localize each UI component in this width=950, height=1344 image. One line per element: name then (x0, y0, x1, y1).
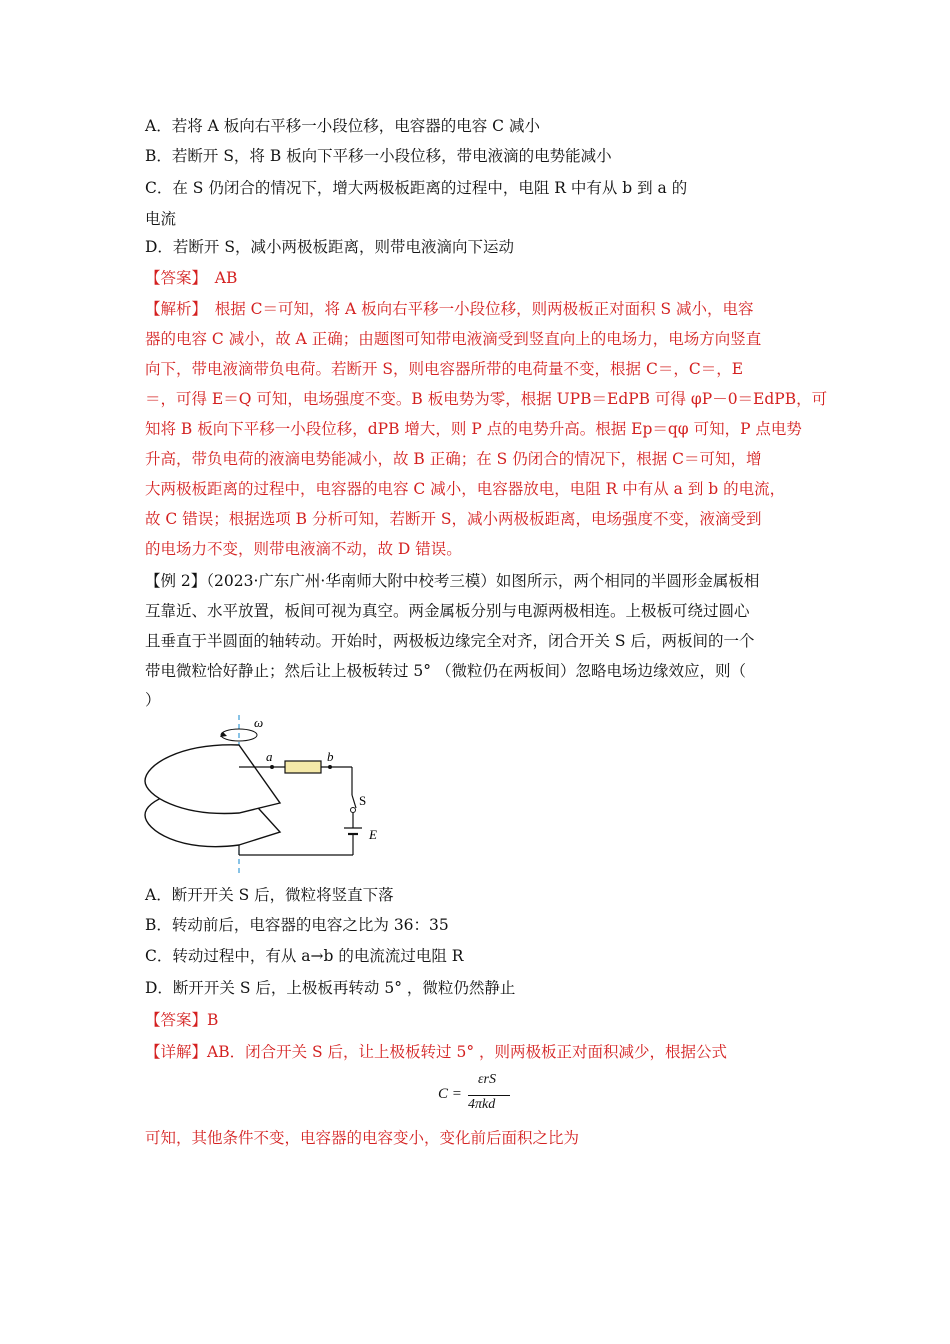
switch (352, 795, 356, 808)
q1-analysis-line: 的电场力不变，则带电液滴不动，故 D 错误。 (145, 540, 462, 558)
omega-label: ω (254, 715, 264, 730)
q1-option-c: C．在 S 仍闭合的情况下，增大两极板距离的过程中，电阻 R 中有从 b 到 a 的 (145, 179, 688, 197)
q2-stem-line: 互靠近、水平放置，板间可视为真空。两金属板分别与电源两极相连。上极板可绕过圆心 (145, 602, 750, 620)
q2-option-b: B．转动前后，电容器的电容之比为 36：35 (145, 916, 449, 934)
q2-stem-line: 带电微粒恰好静止；然后让上极板转过 5° （微粒仍在两板间）忽略电场边缘效应，则（ (145, 662, 746, 680)
q2-stem-line: 且垂直于半圆面的轴转动。开始时，两极板边缘完全对齐，闭合开关 S 后，两板间的一个 (145, 632, 755, 650)
node-a-label: a (266, 749, 273, 764)
q1-analysis-line: 【解析】 根据 C＝可知，将 A 板向右平移一小段位移，则两极板正对面积 S 减小，电容 (145, 300, 754, 318)
q1-option-c-cont: 电流 (145, 210, 177, 228)
node-b-label: b (327, 749, 334, 764)
q2-option-c: C．转动过程中，有从 a→b 的电流流过电阻 R (145, 947, 464, 965)
formula-numerator: εrS (478, 1072, 496, 1087)
q1-analysis-line: 升高，带负电荷的液滴电势能减小，故 B 正确；在 S 仍闭合的情况下，根据 C＝可知，增 (145, 450, 762, 468)
node-b (328, 765, 332, 769)
battery-label: E (369, 827, 377, 842)
formula-lhs: C = (438, 1086, 462, 1102)
q1-answer: 【答案】 AB (145, 269, 238, 287)
switch-label: S (359, 793, 367, 808)
node-a (270, 765, 274, 769)
q1-analysis-line: ＝，可得 E＝Q 可知，电场强度不变。B 板电势为零，根据 UPB＝EdPB 可得 φP－0＝EdPB，可 (145, 390, 828, 408)
capacitance-formula (438, 1072, 528, 1120)
q1-option-d: D．若断开 S，减小两极板距离，则带电液滴向下运动 (145, 238, 514, 256)
capacitor-diagram (140, 715, 390, 875)
q1-analysis-line: 故 C 错误；根据选项 B 分析可知，若断开 S，减小两极板距离，电场强度不变，液滴受到 (145, 510, 762, 528)
q2-after: 可知，其他条件不变，电容器的电容变小，变化前后面积之比为 (145, 1129, 580, 1147)
q2-option-d: D．断开开关 S 后，上极板再转动 5° ，微粒仍然静止 (145, 979, 516, 997)
q1-analysis-line: 器的电容 C 减小，故 A 正确；由题图可知带电液滴受到竖直向上的电场力，电场方向竖直 (145, 330, 762, 348)
fraction-bar (468, 1095, 510, 1096)
q1-analysis-line: 向下，带电液滴带负电荷。若断开 S，则电容器所带的电荷量不变，根据 C＝，C＝，E (145, 360, 744, 378)
q1-option-a: A．若将 A 板向右平移一小段位移，电容器的电容 C 减小 (145, 117, 540, 135)
formula-denominator: 4πkd (468, 1097, 496, 1112)
q2-stem-line: ） (145, 691, 161, 709)
q2-detail: 【详解】AB．闭合开关 S 后，让上极板转过 5° ，则两极板正对面积减少，根据公式 (145, 1043, 728, 1061)
q2-stem-line: 【例 2】（2023·广东广州·华南师大附中校考三模）如图所示，两个相同的半圆形金属板相 (145, 572, 760, 590)
resistor (285, 761, 321, 773)
q2-answer: 【答案】B (145, 1011, 219, 1029)
q2-option-a: A．断开开关 S 后，微粒将竖直下落 (145, 886, 394, 904)
q1-option-b: B．若断开 S，将 B 板向下平移一小段位移，带电液滴的电势能减小 (145, 147, 612, 165)
q1-analysis-line: 知将 B 板向下平移一小段位移，dPB 增大，则 P 点的电势升高。根据 Ep＝qφ 可知，P 点电势 (145, 420, 802, 438)
q1-analysis-line: 大两极板距离的过程中，电容器的电容 C 减小，电容器放电，电阻 R 中有从 a 到 b 的电流， (145, 480, 786, 498)
